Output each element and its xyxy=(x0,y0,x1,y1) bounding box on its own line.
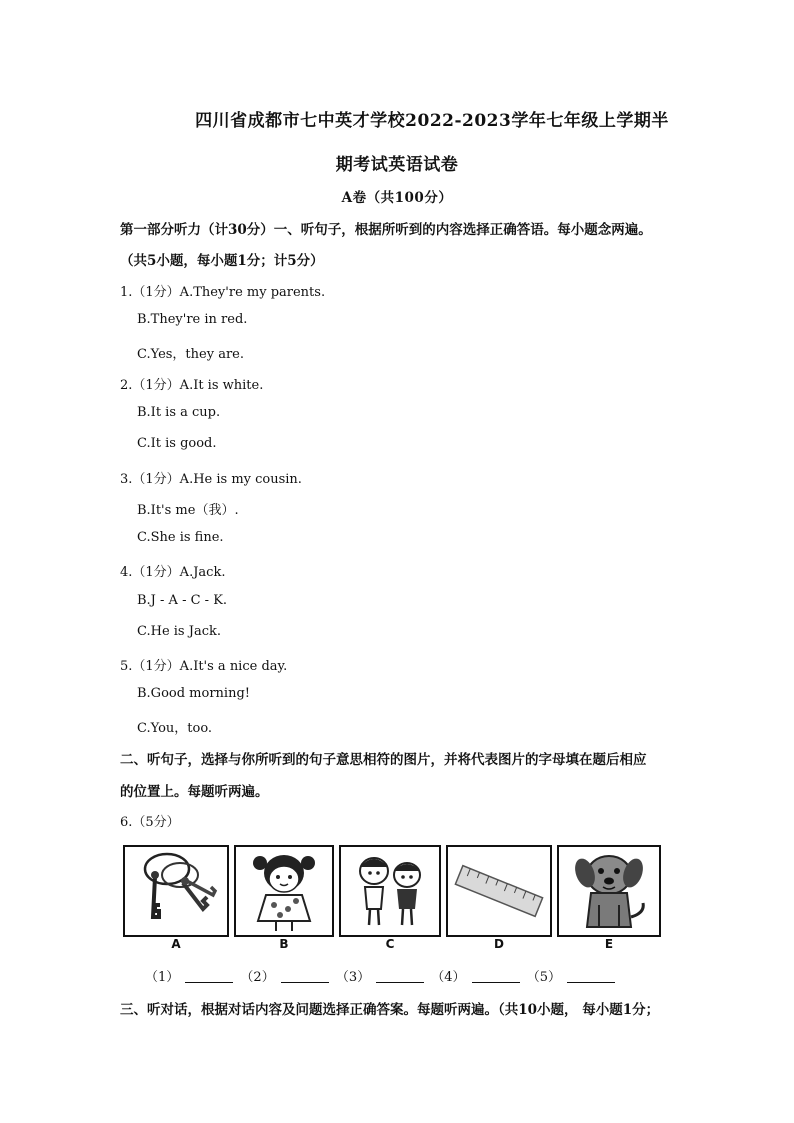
answer-blanks xyxy=(145,966,618,985)
part1-heading-line2: （共5小题，每小题1分；计5分） xyxy=(120,253,324,269)
picture-e xyxy=(557,845,661,937)
question-2-option-c: C.It is good. xyxy=(137,436,217,451)
boys-icon xyxy=(341,847,439,935)
exam-title-line2: 期考试英语试卷 xyxy=(335,155,459,175)
question-2-stem: 2.（1分）A.It is white. xyxy=(120,378,264,393)
exam-title-line1: 四川省成都市七中英才学校2022-2023学年七年级上学期半 xyxy=(195,111,669,131)
question-4-option-b: B.J - A - C - K. xyxy=(137,593,228,608)
answer-blank-5[interactable] xyxy=(567,970,615,983)
picture-d xyxy=(446,845,552,937)
picture-strip xyxy=(123,845,663,955)
question-4-option-c: C.He is Jack. xyxy=(137,624,221,639)
girl-icon xyxy=(236,847,332,935)
picture-a-label: A xyxy=(171,937,181,951)
dog-icon xyxy=(559,847,659,935)
question-2-option-b: B.It is a cup. xyxy=(137,405,221,420)
question-6-stem: 6.（5分） xyxy=(120,815,180,830)
answer-slot-4-label: （4） xyxy=(431,970,466,985)
answer-blank-2[interactable] xyxy=(281,970,329,983)
answer-slot-1-label: （1） xyxy=(145,970,180,985)
question-3-option-b: B.It's me（我）. xyxy=(137,503,239,518)
question-5-option-c: C.You，too. xyxy=(137,721,213,736)
question-1-option-b: B.They're in red. xyxy=(137,312,248,327)
answer-slot-2-label: （2） xyxy=(240,970,275,985)
question-1-option-c: C.Yes，they are. xyxy=(137,347,244,362)
answer-blank-4[interactable] xyxy=(472,970,520,983)
part3-heading: 三、听对话，根据对话内容及问题选择正确答案。每题听两遍。（共10小题， 每小题1分； xyxy=(120,1002,660,1018)
question-3-option-c: C.She is fine. xyxy=(137,530,224,545)
picture-c xyxy=(339,845,441,937)
question-4-stem: 4.（1分）A.Jack. xyxy=(120,565,226,580)
part2-heading-line1: 二、听句子，选择与你所听到的句子意思相符的图片，并将代表图片的字母填在题后相应 xyxy=(120,752,647,768)
picture-e-label: E xyxy=(604,937,614,951)
answer-slot-3-label: （3） xyxy=(335,970,371,985)
paper-a-heading: A卷（共100分） xyxy=(341,190,453,206)
answer-blank-1[interactable] xyxy=(185,970,233,983)
part2-heading-line2: 的位置上。每题听两遍。 xyxy=(120,784,269,800)
keys-icon xyxy=(125,847,227,935)
question-1-stem: 1.（1分）A.They're my parents. xyxy=(120,285,326,300)
part1-heading-line1: 第一部分听力（计30分）一、听句子，根据所听到的内容选择正确答语。每小题念两遍。 xyxy=(120,222,652,238)
picture-b xyxy=(234,845,334,937)
picture-b-label: B xyxy=(279,937,289,951)
question-3-stem: 3.（1分）A.He is my cousin. xyxy=(120,472,302,487)
answer-blank-3[interactable] xyxy=(376,970,424,983)
answer-slot-5-label: （5） xyxy=(526,970,561,985)
question-5-option-b: B.Good morning! xyxy=(137,686,250,701)
ruler-icon xyxy=(448,847,550,935)
picture-d-label: D xyxy=(494,937,504,951)
picture-a xyxy=(123,845,229,937)
picture-c-label: C xyxy=(385,937,395,951)
question-5-stem: 5.（1分）A.It's a nice day. xyxy=(120,659,288,674)
